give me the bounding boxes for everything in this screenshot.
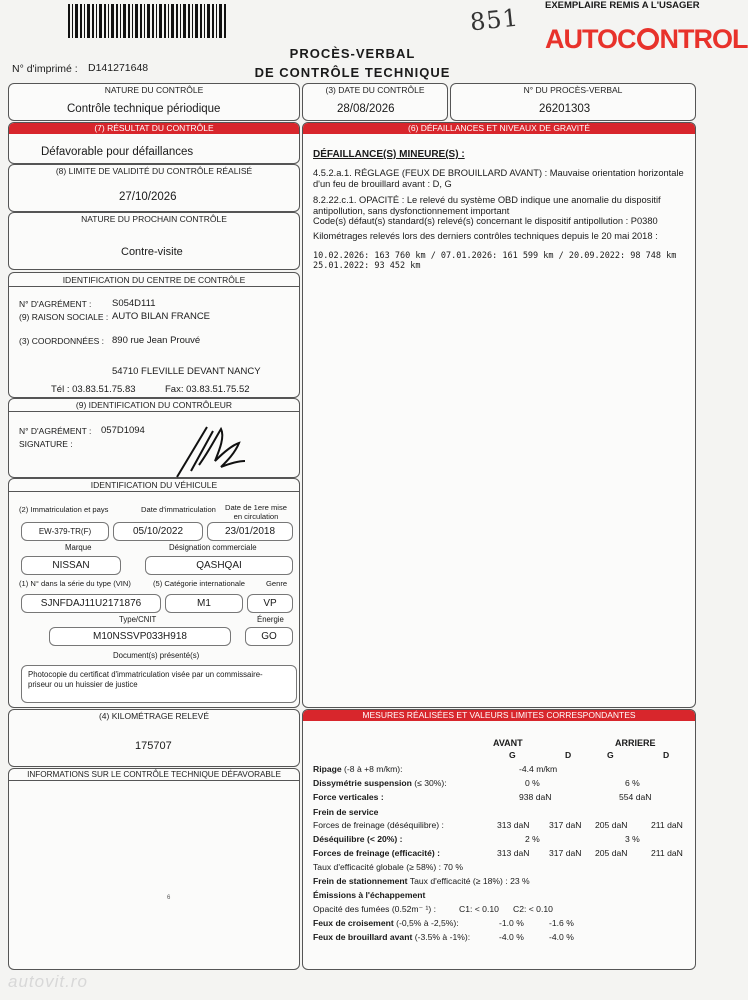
- coord-label: (3) COORDONNÉES :: [19, 336, 105, 346]
- signature-icon: [169, 421, 259, 479]
- feux-croisement-d: -1.6 %: [549, 918, 574, 928]
- copy-label: EXEMPLAIRE REMIS A L'USAGER: [545, 0, 700, 11]
- vin-value: SJNFDAJ11U2171876: [21, 594, 161, 613]
- docs-value: Photocopie du certificat d'immatriculation visée par un commissaire- priseur ou un huissier de justice: [21, 665, 297, 703]
- deseq-avant: 2 %: [525, 834, 540, 844]
- ripage-row: Ripage (-8 à +8 m/km):: [313, 764, 403, 774]
- defaults-heading: DÉFAILLANCE(S) MINEURE(S) :: [313, 149, 465, 160]
- force-verticale-label: Force verticales :: [313, 792, 384, 802]
- center-fax: Fax: 03.83.51.75.52: [165, 384, 250, 395]
- center-agrement-label: N° D'AGRÉMENT :: [19, 299, 92, 309]
- marque-value: NISSAN: [21, 556, 121, 575]
- imprime-label: N° d'imprimé :: [12, 63, 78, 75]
- controller-agrement-value: 057D1094: [101, 425, 145, 436]
- result-value: Défavorable pour défaillances: [41, 146, 194, 158]
- force-verticale-avant: 938 daN: [519, 792, 552, 802]
- controller-box: [8, 398, 300, 478]
- forces-eff-label: Forces de freinage (efficacité) :: [313, 848, 441, 858]
- km-history: 10.02.2026: 163 760 km / 07.01.2026: 161 599 km / 20.09.2022: 98 748 km 25.01.2022: 93 452 km: [313, 251, 677, 271]
- pv-box: [450, 83, 696, 121]
- info-box: [8, 768, 300, 970]
- emissions-title: Émissions à l'échappement: [313, 890, 426, 900]
- feux-brouillard-g: -4.0 %: [499, 932, 524, 942]
- vehicle-box: [8, 478, 300, 708]
- frein-stationnement-row: Frein de stationnement Taux d'efficacité (≥ 18%) : 23 %: [313, 876, 530, 886]
- date-immat-label: Date d'immatriculation: [141, 505, 216, 514]
- designation-label: Désignation commerciale: [169, 543, 257, 552]
- address-line-1: 890 rue Jean Prouvé: [112, 335, 201, 346]
- forces-deseq-label: Forces de freinage (déséquilibre) :: [313, 820, 444, 830]
- imprime-value: D141271648: [88, 62, 149, 74]
- center-label: IDENTIFICATION DU CENTRE DE CONTRÔLE: [9, 275, 299, 287]
- next-control-label: NATURE DU PROCHAIN CONTRÔLE: [81, 214, 227, 224]
- info-label: INFORMATIONS SUR LE CONTRÔLE TECHNIQUE DÉFAVORABLE: [9, 770, 299, 781]
- avant-g: G: [509, 750, 516, 760]
- next-control-value: Contre-visite: [121, 246, 183, 258]
- handwritten-number: 851: [468, 3, 521, 37]
- dyssymetrie-avant: 0 %: [525, 778, 540, 788]
- cat-value: M1: [165, 594, 243, 613]
- arriere-d: D: [663, 750, 670, 760]
- genre-value: VP: [247, 594, 293, 613]
- controller-agrement-label: N° D'AGRÉMENT :: [19, 426, 92, 436]
- opacite-c1: C1: < 0.10: [459, 904, 499, 914]
- raison-value: AUTO BILAN FRANCE: [112, 311, 211, 322]
- type-label: Type/CNIT: [119, 615, 157, 624]
- validity-box: [8, 164, 300, 212]
- forces-deseq-ar-d: 211 daN: [651, 820, 683, 830]
- date-box: [302, 83, 448, 121]
- type-value: M10NSSVP033H918: [49, 627, 231, 646]
- pv-value: 26201303: [539, 103, 591, 115]
- date-immat-value: 05/10/2022: [113, 522, 203, 541]
- opacite-label: Opacité des fumées (0.52m⁻ ¹) :: [313, 904, 436, 914]
- nature-box: [8, 83, 300, 121]
- km-label: (4) KILOMÉTRAGE RELEVÉ: [98, 711, 210, 721]
- forces-eff-ar-g: 205 daN: [595, 848, 628, 858]
- pv-label: N° DU PROCÈS-VERBAL: [523, 85, 623, 95]
- arriere-g: G: [607, 750, 614, 760]
- deseq-label: Déséquilibre (< 20%) :: [313, 834, 403, 844]
- page-mark: 6: [167, 895, 171, 901]
- dyssymetrie-arriere: 6 %: [625, 778, 640, 788]
- document-title: PROCÈS-VERBAL DE CONTRÔLE TECHNIQUE: [254, 46, 451, 80]
- genre-label: Genre: [266, 579, 288, 588]
- feux-brouillard-d: -4.0 %: [549, 932, 574, 942]
- autocontrol-logo: AUTOC NTROL: [545, 24, 748, 54]
- vin-label: (1) N° dans la série du type (VIN): [19, 579, 131, 588]
- measures-box: [302, 709, 696, 970]
- docs-label: Document(s) présenté(s): [113, 651, 200, 660]
- km-history-intro: Kilométrages relevés lors des derniers contrôles techniques depuis le 20 mai 2018 :: [313, 231, 658, 241]
- forces-eff-av-d: 317 daN: [549, 848, 582, 858]
- forces-deseq-ar-g: 205 daN: [595, 820, 628, 830]
- arriere-header: ARRIERE: [615, 738, 656, 748]
- cat-label: (5) Catégorie internationale: [153, 579, 246, 588]
- avant-d: D: [565, 750, 572, 760]
- date-value: 28/08/2026: [337, 103, 395, 115]
- result-label: (7) RÉSULTAT DU CONTRÔLE: [9, 123, 299, 134]
- taux-global: Taux d'efficacité globale (≥ 58%) : 70 %: [313, 862, 463, 872]
- date-circ-label: Date de 1ere mise en circulation: [224, 503, 288, 521]
- forces-eff-av-g: 313 daN: [497, 848, 530, 858]
- center-agrement-value: S054D111: [112, 298, 156, 309]
- opacite-c2: C2: < 0.10: [513, 904, 553, 914]
- center-tel: Tél : 03.83.51.75.83: [51, 384, 136, 395]
- defaults-box: [302, 122, 696, 708]
- feux-brouillard-row: Feux de brouillard avant (-3.5% à -1%):: [313, 932, 471, 942]
- dyssymetrie-row: Dissymétrie suspension (≤ 30%):: [313, 778, 447, 788]
- forces-deseq-av-g: 313 daN: [497, 820, 530, 830]
- force-verticale-arriere: 554 daN: [619, 792, 652, 802]
- controller-label: (9) IDENTIFICATION DU CONTRÔLEUR: [9, 400, 299, 412]
- default-2: 8.2.22.c.1. OPACITÉ : Le relevé du système OBD indique une anomalie du dispositif antipollution, sans dysfonctionnement important Code(s) défaut(s) standard(s) relevé(s) concernant le dispositif antipollution : P0380: [313, 195, 661, 226]
- energie-value: GO: [245, 627, 293, 646]
- date-circ-value: 23/01/2018: [207, 522, 293, 541]
- validity-label: (8) LIMITE DE VALIDITÉ DU CONTRÔLE RÉALISÉ: [55, 166, 253, 176]
- nature-label: NATURE DU CONTRÔLE: [104, 85, 204, 95]
- validity-value: 27/10/2026: [119, 191, 177, 203]
- energie-label: Énergie: [257, 615, 284, 624]
- ripage-value: -4.4 m/km: [519, 764, 558, 774]
- address-line-2: 54710 FLEVILLE DEVANT NANCY: [112, 366, 261, 377]
- result-box: [8, 122, 300, 164]
- barcode: [68, 4, 228, 38]
- designation-value: QASHQAI: [145, 556, 293, 575]
- next-control-box: [8, 212, 300, 270]
- km-box: [8, 709, 300, 767]
- avant-header: AVANT: [493, 738, 523, 748]
- default-1: 4.5.2.a.1. RÉGLAGE (FEUX DE BROUILLARD AVANT) : Mauvaise orientation horizontale d'un feu de brouillard avant : D, G: [313, 168, 684, 189]
- immat-label: (2) Immatriculation et pays: [19, 505, 109, 514]
- nature-value: Contrôle technique périodique: [67, 103, 221, 115]
- feux-croisement-row: Feux de croisement (-0,5% à -2,5%):: [313, 918, 459, 928]
- forces-eff-ar-d: 211 daN: [651, 848, 683, 858]
- forces-deseq-av-d: 317 daN: [549, 820, 582, 830]
- center-box: [8, 272, 300, 398]
- feux-croisement-g: -1.0 %: [499, 918, 524, 928]
- measures-label: MESURES RÉALISÉES ET VALEURS LIMITES CORRESPONDANTES: [303, 710, 695, 721]
- marque-label: Marque: [65, 543, 92, 552]
- raison-label: (9) RAISON SOCIALE :: [19, 312, 109, 322]
- immat-value: EW-379-TR(F): [21, 522, 109, 541]
- vehicle-label: IDENTIFICATION DU VÉHICULE: [9, 480, 299, 492]
- frein-service-title: Frein de service: [313, 807, 379, 817]
- deseq-arriere: 3 %: [625, 834, 640, 844]
- km-value: 175707: [135, 740, 172, 752]
- watermark: autovit.ro: [8, 972, 88, 991]
- date-label: (3) DATE DU CONTRÔLE: [325, 85, 425, 95]
- signature-label: SIGNATURE :: [19, 439, 73, 449]
- defaults-label: (6) DÉFAILLANCES ET NIVEAUX DE GRAVITÉ: [303, 123, 695, 134]
